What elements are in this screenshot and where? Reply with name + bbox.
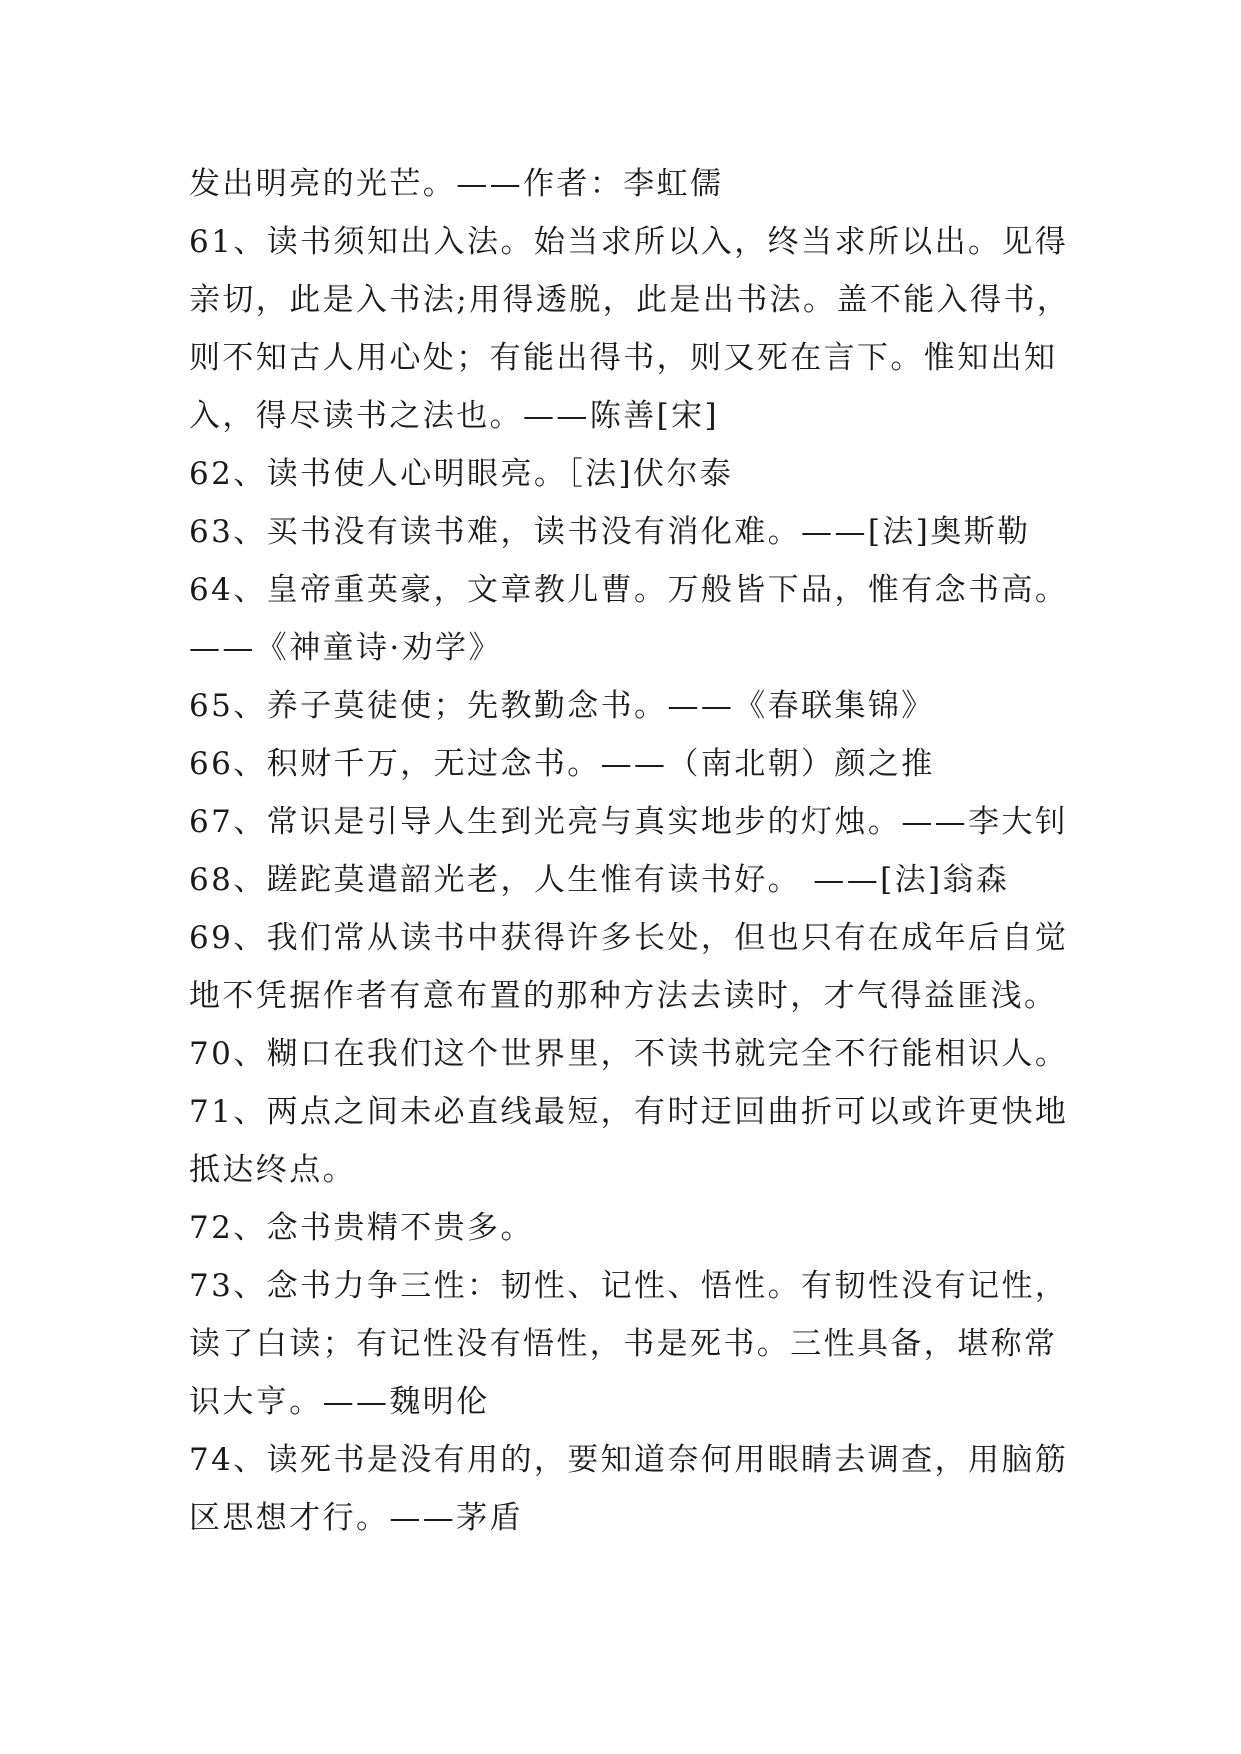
text-line: 68、蹉跎莫遣韶光老，人生惟有读书好。 ——[法]翁森 — [189, 862, 1010, 898]
text-line: 69、我们常从读书中获得许多长处，但也只有在成年后自觉 — [189, 920, 1069, 956]
text-line: 64、皇帝重英豪，文章教儿曹。万般皆下品，惟有念书高。 — [189, 572, 1069, 608]
text-line: 则不知古人用心处；有能出得书，则又死在言下。惟知出知 — [189, 340, 1058, 376]
text-line: 66、积财千万，无过念书。——（南北朝）颜之推 — [189, 746, 935, 782]
text-line: 63、买书没有读书难，读书没有消化难。——[法]奥斯勒 — [189, 514, 1031, 550]
text-line: 识大亨。——魏明伦 — [189, 1384, 490, 1420]
text-line: 73、念书力争三性：韧性、记性、悟性。有韧性没有记性， — [189, 1268, 1069, 1304]
text-line: 70、糊口在我们这个世界里，不读书就完全不行能相识人。 — [189, 1036, 1069, 1072]
text-line: 74、读死书是没有用的，要知道奈何用眼睛去调查，用脑筋 — [189, 1442, 1069, 1478]
text-line: 亲切，此是入书法;用得透脱，此是出书法。盖不能入得书， — [189, 282, 1071, 318]
text-line: 72、念书贵精不贵多。 — [189, 1210, 534, 1246]
text-line: 入，得尽读书之法也。——陈善[宋] — [189, 398, 719, 434]
text-line: 65、养子莫徒使；先教勤念书。——《春联集锦》 — [189, 688, 935, 724]
text-line: 发出明亮的光芒。——作者：李虹儒 — [189, 166, 724, 202]
text-line: 61、读书须知出入法。始当求所以入，终当求所以出。见得 — [189, 224, 1069, 260]
text-line: 67、常识是引导人生到光亮与真实地步的灯烛。——李大钊 — [189, 804, 1069, 840]
quote-text-block — [189, 155, 1089, 1547]
text-line: 读了白读；有记性没有悟性，书是死书。三性具备，堪称常 — [189, 1326, 1058, 1362]
text-line: 抵达终点。 — [189, 1152, 356, 1188]
text-line: 地不凭据作者有意布置的那种方法去读时，才气得益匪浅。 — [189, 978, 1058, 1014]
text-line: 71、两点之间未必直线最短，有时迂回曲折可以或许更快地 — [189, 1094, 1069, 1130]
text-line: ——《神童诗·劝学》 — [189, 630, 502, 666]
text-line: 区思想才行。——茅盾 — [189, 1500, 523, 1536]
text-line: 62、读书使人心明眼亮。［法]伏尔泰 — [189, 456, 734, 492]
